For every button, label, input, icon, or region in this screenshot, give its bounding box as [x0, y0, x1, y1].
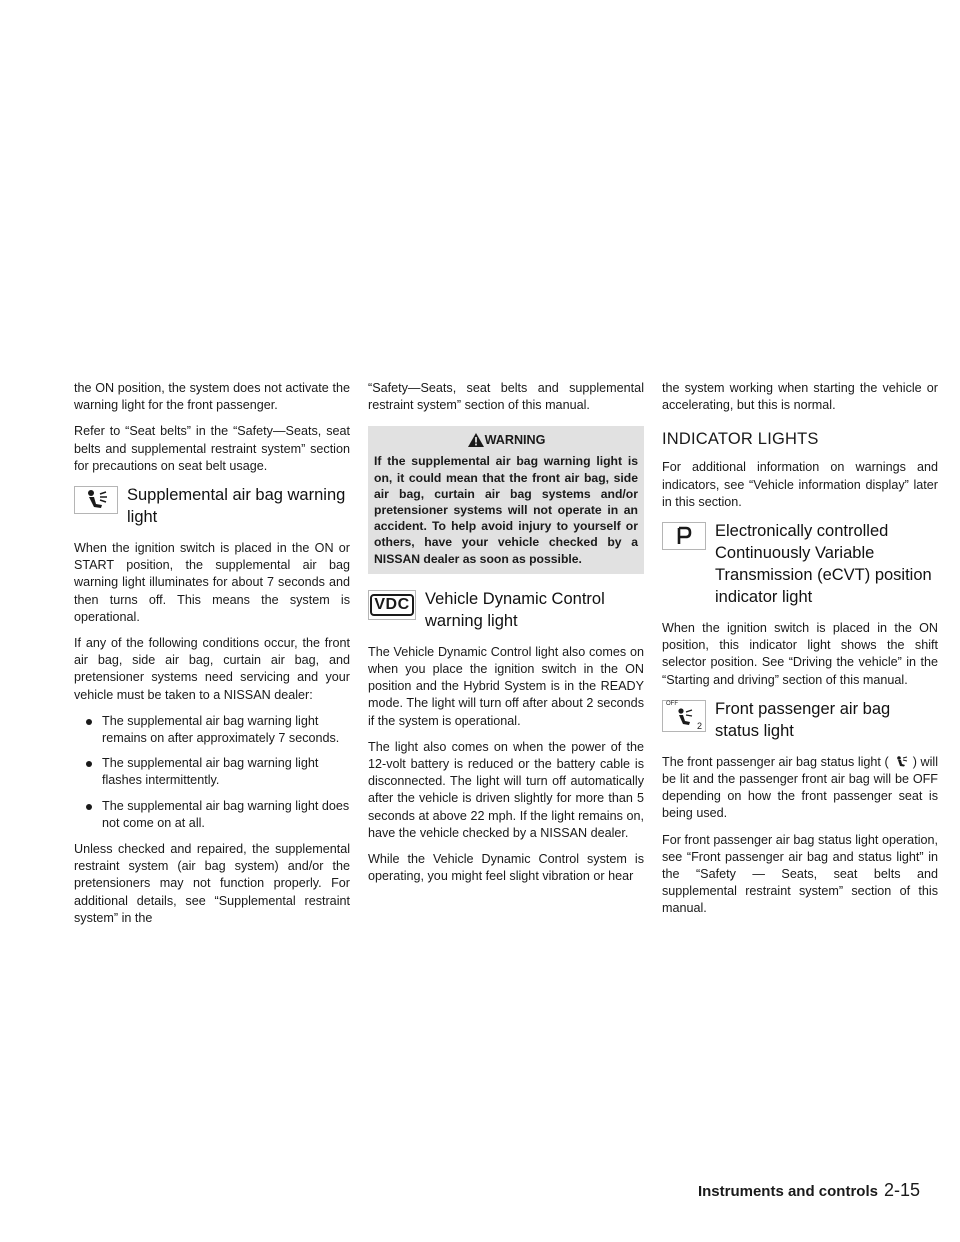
paragraph: Unless checked and repaired, the supplemental restraint system (air bag system) and/or the pretensioners may not function properly. For additional details, see “Supplemental restraint system” in the	[74, 842, 350, 925]
passenger-airbag-status-icon: OFF 2	[662, 700, 706, 732]
warning-title: WARNING	[484, 433, 546, 448]
paragraph: Refer to “Seat belts” in the “Safety—Seats, seat belts and supplemental restraint system” section for precautions on seat belt usage.	[74, 424, 350, 473]
column-middle	[368, 380, 644, 894]
footer-section-title: Instruments and controls	[697, 1183, 878, 1200]
paragraph: The Vehicle Dynamic Control light also comes on when you place the ignition switch in the ON position and the Hybrid System is in the READY mode. The light will turn off after about 2 seconds if the system is operational.	[368, 644, 644, 728]
column-left	[74, 380, 350, 936]
paragraph: “Safety—Seats, seat belts and supplemental restraint system” section of this manual.	[368, 381, 644, 413]
airbag-warning-icon	[74, 486, 118, 514]
page-footer	[698, 1180, 920, 1201]
list-item: The supplemental air bag warning light does not come on at all.	[86, 798, 350, 832]
paragraph: When the ignition switch is placed in the ON or START position, the supplemental air bag warning light illuminates for about 7 seconds and then turns off. This means the system is operational.	[74, 541, 350, 624]
paragraph: the system working when starting the vehicle or accelerating, but this is normal.	[662, 381, 938, 413]
bullet-icon	[86, 761, 92, 767]
column-right	[662, 380, 938, 927]
paragraph: the ON position, the system does not activate the warning light for the front passenger.	[74, 381, 350, 413]
warning-text: If the supplemental air bag warning light is on, it could mean that the front air bag, side air bag, curtain air bag systems and/or pretensioner systems will not operate in an accident. To help avoid injury to yourself or others, have your vehicle checked by a NISSAN dealer as soon as possible.	[374, 454, 638, 566]
vdc-warning-heading	[368, 588, 644, 632]
passenger-airbag-title: Front passenger air bag status light	[715, 699, 891, 740]
section-title: INDICATOR LIGHTS	[662, 430, 819, 449]
paragraph: When the ignition switch is placed in the ON position, this indicator light shows the shift selector position. See “Driving the vehicle” in the “Starting and driving” section of this manual.	[662, 621, 938, 687]
bullet-icon	[86, 719, 92, 725]
vdc-icon: VDC	[368, 590, 416, 620]
vdc-warning-title: Vehicle Dynamic Control warning light	[425, 589, 605, 630]
bullet-icon	[86, 804, 92, 810]
condition-list	[74, 713, 350, 832]
ecvt-indicator-heading	[662, 520, 938, 608]
passenger-airbag-inline-icon	[893, 755, 909, 767]
ecvt-indicator-title: Electronically controlled Continuously Variable Transmission (eCVT) position indicator light	[715, 522, 932, 607]
passenger-airbag-heading	[662, 698, 938, 742]
list-item: The supplemental air bag warning light flashes intermittently.	[86, 755, 350, 789]
paragraph: The front passenger air bag status light ( ) will be lit and the passenger front air bag will be OFF depending on how the front passenger seat is being used.	[662, 754, 938, 821]
warning-icon	[467, 432, 485, 448]
ecvt-position-icon	[662, 522, 706, 550]
paragraph: For front passenger air bag status light operation, see “Front passenger air bag and status light” in the “Safety — Seats, seat belts and supplemental restraint system” section of this manual.	[662, 832, 938, 916]
paragraph: The light also comes on when the power of the 12-volt battery is reduced or the battery cable is disconnected. The light will turn off automatically after the vehicle is driven slightly for more than 5 seconds at above 22 mph. If the light remains on, have the vehicle checked by a NISSAN dealer.	[368, 739, 644, 840]
warning-header	[374, 432, 638, 448]
warning-box	[368, 426, 644, 573]
airbag-warning-heading	[74, 484, 350, 528]
paragraph: While the Vehicle Dynamic Control system is operating, you might feel slight vibration or hear	[368, 852, 644, 884]
paragraph: If any of the following conditions occur, the front air bag, side air bag, curtain air bag, and pretensioner systems need servicing and your vehicle must be taken to a NISSAN dealer:	[74, 636, 350, 702]
paragraph: For additional information on warnings and indicators, see “Vehicle information display” later in this section.	[662, 460, 938, 509]
list-item: The supplemental air bag warning light remains on after approximately 7 seconds.	[86, 713, 350, 747]
page-number: 2-15	[883, 1180, 920, 1200]
airbag-warning-title: Supplemental air bag warning light	[127, 486, 346, 527]
